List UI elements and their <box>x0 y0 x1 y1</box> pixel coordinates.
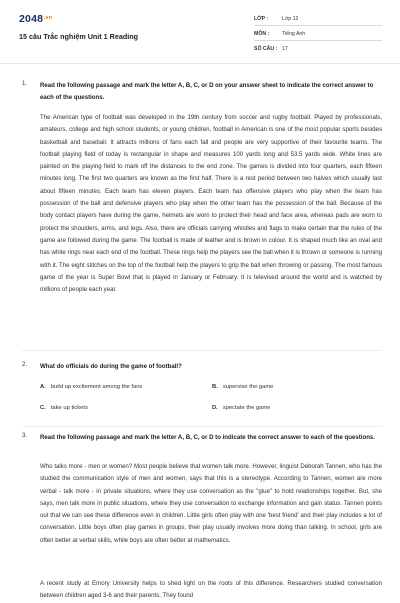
option-text: supervise the game <box>222 384 274 390</box>
meta-grade-value: Lớp 12 <box>282 16 299 22</box>
meta-subject-value: Tiếng Anh <box>282 31 306 37</box>
question-number: 3. <box>22 432 28 439</box>
meta-grade <box>254 16 298 22</box>
meta-question-count <box>254 46 288 52</box>
option-letter: D. <box>212 405 218 411</box>
option-a[interactable] <box>40 384 142 390</box>
option-letter: A. <box>40 384 46 390</box>
option-letter: B. <box>212 384 218 390</box>
meta-divider <box>254 40 382 41</box>
header-divider <box>0 63 400 64</box>
question-number: 2. <box>22 361 28 368</box>
logo-suffix: .vn <box>43 15 53 21</box>
reading-passage: Who talks more - men or women? Most people believe that women talk more. However, linguist Deborah Tannen, who has the studied the communication style of men and women, says that this is a stereotype. According to Tannen, women are more verbal - talk more - in private situations, where they use conversation as the "glue" to hold relationships together. But, she says, men talk more in public situations, where they use conversation to exchange information and gain status. Tannen points out that we can see these difference even in children. Little girls often play with one 'best friend' and their play includes a lot of conversation. Little boys often play games in groups, their play usually involves more doing than talking. In school, girls are often better at verbal skills, while boys are often better at mathematics. <box>40 463 382 544</box>
option-text: spectate the game <box>222 405 271 411</box>
option-d[interactable] <box>212 405 271 411</box>
meta-count-key: SỐ CÂU : <box>254 46 278 52</box>
option-c[interactable] <box>40 405 88 411</box>
question-prompt: What do officials do during the game of football? <box>40 363 182 370</box>
question-prompt: Read the following passage and mark the letter A, B, C, or D on your answer sheet to indicate the correct answer to each of the questions. <box>40 82 374 101</box>
option-letter: C. <box>40 405 46 411</box>
question-prompt: Read the following passage and mark the letter A, B, C, or D to indicate the correct answer to each of the questions. <box>40 434 375 441</box>
question-divider <box>22 426 382 427</box>
meta-divider <box>254 25 382 26</box>
document-title: 15 câu Trắc nghiệm Unit 1 Reading <box>19 32 139 41</box>
option-text: build up excitement among the fans <box>50 384 143 390</box>
question-number: 1. <box>22 80 28 87</box>
reading-passage: The American type of football was developed in the 19th century from soccer and rugby football. Played by professionals, amateurs, college and high school students, or young children, football in American is one of the most popular sports besides basketball and baseball. It attracts millions of fans each fall and people are very supportive of their favourite teams. The football playing field of today is rectangular in shape and measures 100 yards long and 53.5 yards wide. White lines are painted on the playing field to mark off the distances to the end zone. The games is divided into four quarters, each fifteen minutes long. The first two quarters are known as the first half. There is a rest period between two halves which usually last about fifteen minutes. Each team has eleven players. Each team has offensive players who play when the team has possession of the ball and defensive players who play when the other team has the possession of the ball. Because of the body contact players have during the game, helmets are worn to protect their head and face area, whereas pads are worn to protect the shoulders, arms, and legs. Also, there are officials carrying whistles and flags to make certain that the rules of the game are followed during the game. The football is made of leather and is brown in colour. It is shaped much like an oval and has white rings near each end of the football. These rings help the players see the ball when it is thrown or someone is running with it. The eight stitches on the top of the football help the players to grip the ball when throwing or passing. The most famous game of the year is Super Bowl that is played in January or February. It is televised around the world and is watched by millions of people each year. <box>40 114 382 294</box>
logo-main: 2048 <box>19 13 44 25</box>
option-text: take up tickets <box>50 405 88 411</box>
meta-subject <box>254 31 305 37</box>
site-logo[interactable] <box>19 13 52 25</box>
meta-count-value: 17 <box>282 46 288 52</box>
meta-subject-key: MÔN : <box>254 31 270 37</box>
reading-passage: A recent study at Emory University helps to shed light on the roots of this difference. Researchers studied conversation between children aged 3-6 and their parents. They found <box>40 580 382 600</box>
page-header <box>0 0 400 62</box>
meta-grade-key: LỚP : <box>254 16 269 22</box>
option-b[interactable] <box>212 384 273 390</box>
question-divider <box>22 350 382 351</box>
